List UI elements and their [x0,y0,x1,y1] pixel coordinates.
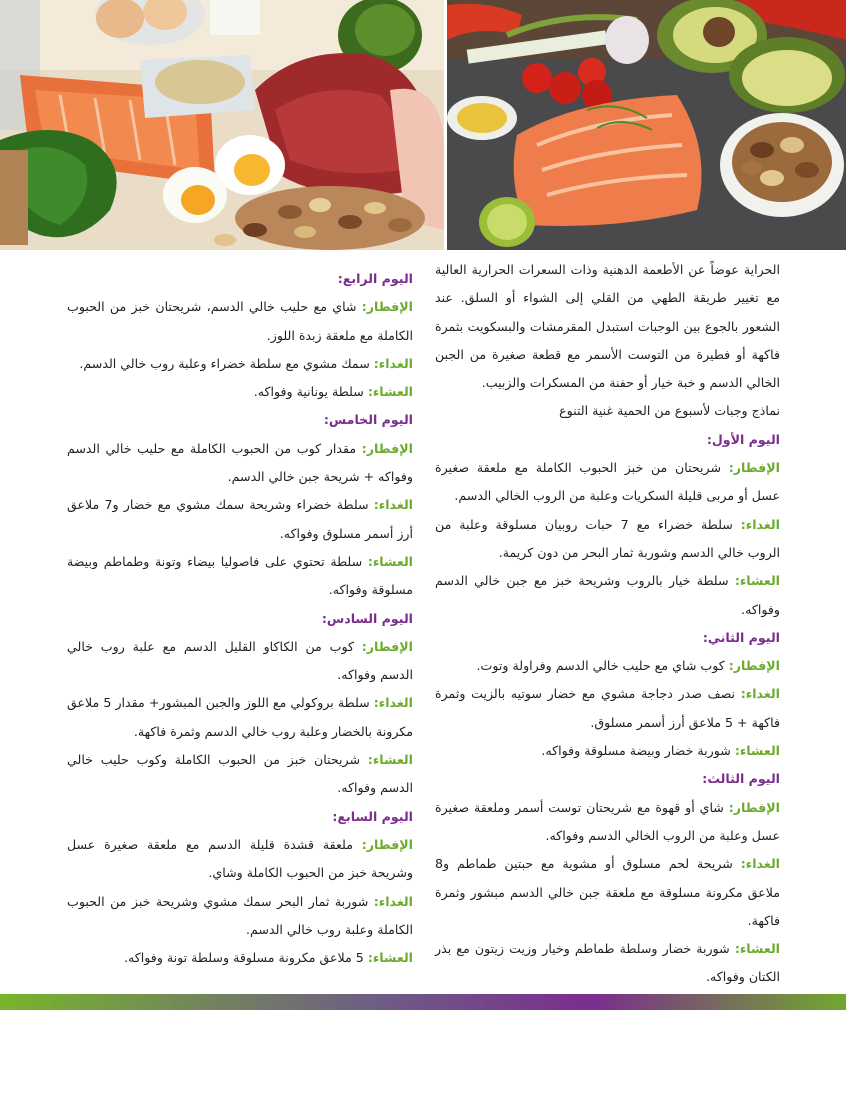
meal-text: سلطة بروكولي مع اللوز والجبن المبشور+ مقدار 5 ملاعق مكرونة بالخضار وعلبة روب خالي الدسم وثمرة فاكهة. [67,695,413,739]
meal-text: نصف صدر دجاجة مشوي مع خضار سوتيه بالزيت وثمرة فاكهة + 5 ملاعق أرز أسمر مسلوق. [435,686,780,730]
meal-label: الإفطار: [361,638,413,654]
meal-label: الغداء: [373,893,413,909]
day-heading: اليوم الثاني: [702,629,780,645]
day-4 [67,265,413,406]
meal-text: شاي مع حليب خالي الدسم، شريحتان خبز من الحبوب الكاملة مع ملعقة زبدة اللوز. [67,299,413,343]
meal-label: العشاء: [734,743,780,759]
meal-text: كوب من الكاكاو القليل الدسم مع علبة روب خالي الدسم وفواكه. [67,638,413,683]
meal-breakfast [67,435,413,492]
meal-lunch [67,491,413,548]
day-heading: اليوم السابع: [332,808,413,824]
intro-paragraph: الحراية عوضاً عن الأطعمة الدهنية وذات السعرات الحرارية العالية مع تغيير طريقة الطهي من القلي إلى الشواء أو السلق. عند الشعور بالجوع بين الوجبات استبدل المقرمشات والبسكويت بثمرة فاكهة أو فطيرة من التوست الأسمر مع قطعة صغيرة من الجبن الخالي الدسم و خبة خيار أو حفنة من المسكرات والزبيب. [435,262,780,391]
meal-breakfast [435,652,780,680]
meal-label: الإفطار: [361,299,413,315]
meal-text: 5 ملاعق مكرونة مسلوقة وسلطة تونة وفواكه. [124,950,364,966]
meal-label: العشاء: [367,553,413,569]
meal-breakfast [67,293,413,350]
day-7 [67,803,413,973]
meal-label: الإفطار: [361,440,413,456]
meal-dinner [67,746,413,803]
meal-label: العشاء: [367,384,413,400]
meal-breakfast [67,831,413,888]
meal-label: الإفطار: [728,460,780,476]
meal-text: شريحة لحم مسلوق أو مشوية مع حبتين طماطم و8 ملاعق مكرونة مسلوقة مع ملعقة جبن خالي الدسم مبشور وثمرة فاكهة. [435,856,780,928]
day-heading: اليوم الرابع: [337,271,413,286]
meal-label: العشاء: [734,941,780,957]
meal-breakfast [435,454,780,511]
meal-dinner [435,935,780,992]
meal-text: سلطة خيار بالروب وشريحة خبز مع جبن خالي الدسم وفواكه. [435,573,780,617]
meal-text: سلطة خضراء مع 7 حبات روبيان مسلوقة وعلبة من الروب خالي الدسم وشوربة ثمار البحر من دون كريمة. [435,516,780,560]
meal-breakfast [435,794,780,851]
salmon-illustration [447,0,846,250]
meal-dinner [67,548,413,605]
meal-label: العشاء: [734,573,780,589]
day-1 [435,426,780,624]
day-heading: اليوم الثالث: [702,771,780,787]
meal-text: شوربة خضار وبيضة مسلوقة وفواكه. [541,743,731,759]
day-6 [67,605,413,803]
meal-label: الإفطار: [361,836,413,852]
meal-label: الإفطار: [728,658,780,674]
meal-label: العشاء: [367,752,413,768]
right-column [435,256,780,992]
meal-text: سلطة تحتوي على فاصوليا بيضاء وتونة وطماطم وبيضة مسلوقة وفواكه. [67,553,413,598]
meal-label: الغداء: [740,516,780,532]
proteins-photo [0,0,444,250]
meal-lunch [435,511,780,568]
meal-label: العشاء: [367,950,413,966]
day-3 [435,765,780,991]
meal-lunch [67,888,413,945]
day-5 [67,406,413,604]
meal-label: الغداء: [373,355,413,371]
day-heading: اليوم الأول: [706,431,780,447]
plan-title: نماذج وجبات لأسبوع من الحمية غنية التنوع [559,403,780,419]
meal-text: شاي أو قهوة مع شريحتان توست أسمر وملعقة صغيرة عسل وعلبة من الروب الخالي الدسم وفواكه. [435,799,780,843]
day-heading: اليوم السادس: [321,610,413,626]
salmon-avocado-nuts-photo [447,0,846,250]
meal-lunch [435,680,780,737]
day-2 [435,624,780,765]
meal-text: شريحتان خبز من الحبوب الكاملة وكوب حليب خالي الدسم وفواكه. [67,752,413,796]
day-heading: اليوم الخامس: [323,412,413,428]
meal-text: سمك مشوي مع سلطة خضراء وعلبة روب خالي الدسم. [79,355,370,371]
meal-text: سلطة يونانية وفواكه. [253,384,364,400]
meal-dinner [435,567,780,624]
meal-label: الغداء: [373,497,413,513]
meal-label: الغداء: [740,856,780,872]
meal-lunch [67,350,413,378]
meal-label: الغداء: [740,686,780,702]
meal-label: الإفطار: [728,799,780,815]
header-photos [0,0,846,250]
meal-breakfast [67,633,413,690]
meal-text: سلطة خضراء وشريحة سمك مشوي مع خضار و7 ملاعق أرز أسمر مسلوق وفواكه. [67,497,413,541]
meal-text: ملعقة قشدة قليلة الدسم مع ملعقة صغيرة عسل وشريحة خبز من الحبوب الكاملة وشاي. [67,836,413,881]
meal-text: شريحتان من خبز الحبوب الكاملة مع ملعقة صغيرة عسل أو مربى قليلة السكريات وعلبة من الروب الخالي الدسم. [435,460,780,504]
footer-gradient-band [0,994,846,1010]
meal-text: كوب شاي مع حليب خالي الدسم وفراولة وتوت. [476,658,725,674]
proteins-illustration [0,0,444,250]
meal-dinner [67,378,413,406]
left-column [67,265,413,972]
meal-dinner [435,737,780,765]
meal-text: شوربة خضار وسلطة طماطم وخيار وزيت زيتون مع بذر الكتان وفواكه. [435,941,780,985]
meal-text: شوربة ثمار البحر سمك مشوي وشريحة خبز من الحبوب الكاملة وعلبة روب خالي الدسم. [67,893,413,937]
meal-text: مقدار كوب من الحبوب الكاملة مع حليب خالي الدسم وفواكه + شريحة جبن خالي الدسم. [67,440,413,485]
meal-label: الغداء: [373,695,413,711]
meal-lunch [435,850,780,935]
meal-dinner [67,944,413,972]
meal-lunch [67,689,413,746]
